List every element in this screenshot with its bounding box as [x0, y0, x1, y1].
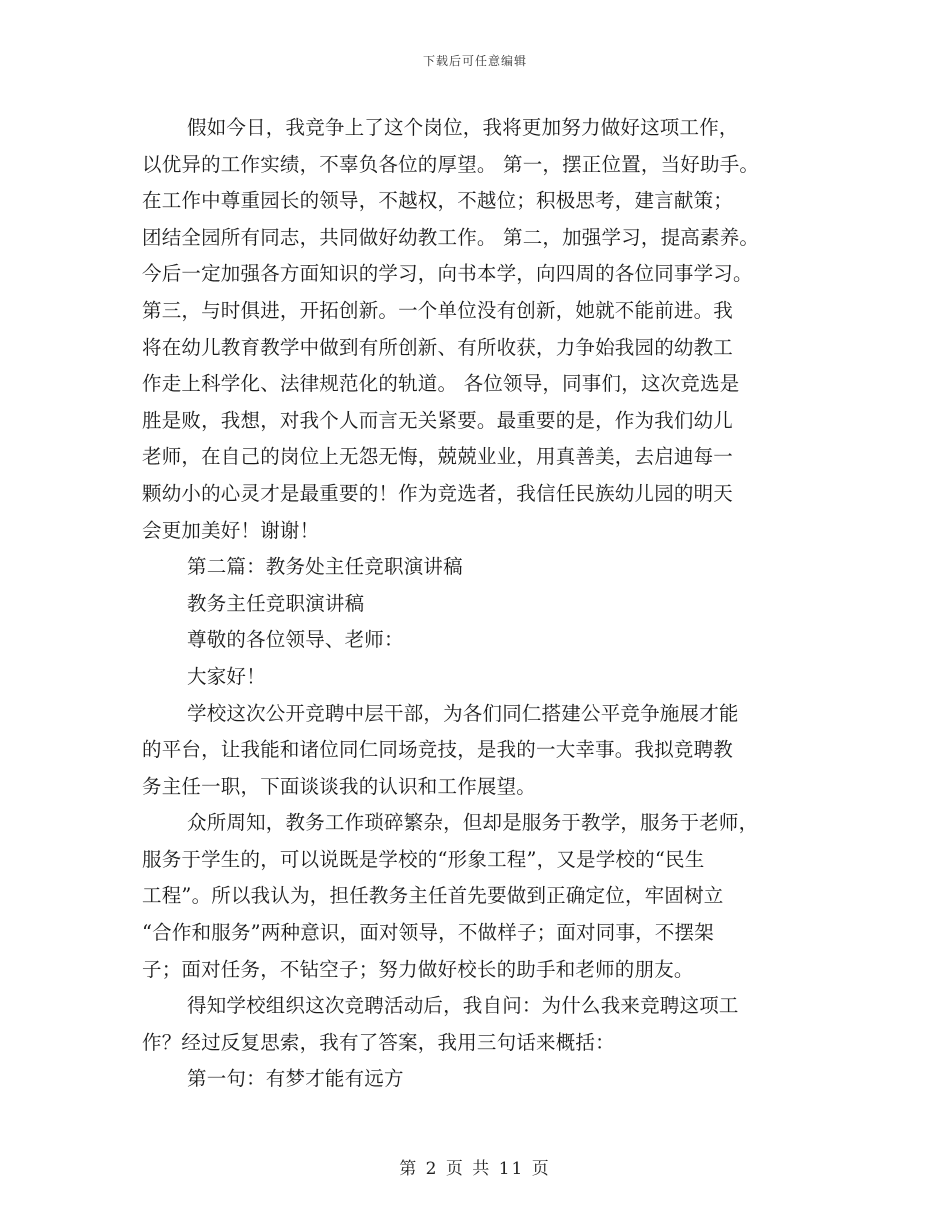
- page-header: 下载后可任意编辑: [422, 54, 527, 68]
- text-line: 假如今日，我竞争上了这个岗位，我将更加努力做好这项工作，: [187, 116, 739, 139]
- text-line: 的平台，让我能和诸位同仁同场竞技，是我的一大幸事。我拟竞聘教: [142, 738, 734, 762]
- text-line: 工程”。所以我认为，担任教务主任首先要做到正确定位，牢固树立: [142, 884, 724, 908]
- text-line: 务主任一职，下面谈谈我的认识和工作展望。: [142, 774, 537, 798]
- text-line: 学校这次公开竞聘中层干部，为各们同仁搭建公平竞争施展才能: [187, 701, 739, 725]
- text-line: 以优异的工作实绩，不辜负各位的厚望。 第一，摆正位置，当好助手。: [142, 152, 760, 176]
- text-line: 作走上科学化、法律规范化的轨道。 各位领导，同事们，这次竞选是: [142, 372, 740, 396]
- text-line: “合作和服务”两种意识，面对领导，不做样子；面对同事，不摆架: [142, 921, 714, 945]
- text-line: 团结全园所有同志，共同做好幼教工作。 第二，加强学习，提高素养。: [142, 225, 760, 249]
- salutation: 尊敬的各位领导、老师：: [187, 628, 404, 652]
- text-line: 在工作中尊重园长的领导，不越权，不越位；积极思考，建言献策；: [142, 189, 734, 213]
- text-line: 会更加美好！谢谢！: [142, 518, 320, 542]
- text-line: 颗幼小的心灵才是最重要的！作为竞选者，我信任民族幼儿园的明天: [142, 481, 734, 505]
- text-line: 子；面对任务，不钻空子；努力做好校长的助手和老师的朋友。: [142, 957, 694, 981]
- text-line: 老师，在自己的岗位上无怨无悔，兢兢业业，用真善美，去启迪每一: [142, 445, 734, 469]
- document-body: [140, 110, 820, 1098]
- text-line: 众所周知，教务工作琐碎繁杂，但却是服务于教学，服务于老师，: [187, 811, 759, 835]
- text-line: 将在幼儿教育教学中做到有所创新、有所收获，力争始我园的幼教工: [142, 335, 734, 359]
- section-heading: 第二篇：教务处主任竞职演讲稿: [187, 555, 463, 579]
- text-line: 胜是败，我想，对我个人而言无关紧要。最重要的是，作为我们幼儿: [142, 408, 734, 432]
- text-line: 作？经过反复思索，我有了答案，我用三句话来概括：: [142, 1030, 615, 1054]
- text-line: 得知学校组织这次竞聘活动后，我自问：为什么我来竞聘这项工: [187, 994, 739, 1018]
- text-line: 今后一定加强各方面知识的学习，向书本学，向四周的各位同事学习。: [142, 262, 753, 286]
- greeting: 大家好！: [187, 664, 266, 688]
- text-line: 服务于学生的，可以说既是学校的“形象工程”，又是学校的“民生: [142, 847, 705, 871]
- text-line: 第三，与时俱进，开拓创新。一个单位没有创新，她就不能前进。我: [142, 298, 734, 322]
- subheading: 第一句：有梦才能有远方: [187, 1067, 404, 1091]
- speech-title: 教务主任竞职演讲稿: [187, 591, 365, 615]
- page-number: 第 2 页 共 11 页: [399, 1159, 551, 1179]
